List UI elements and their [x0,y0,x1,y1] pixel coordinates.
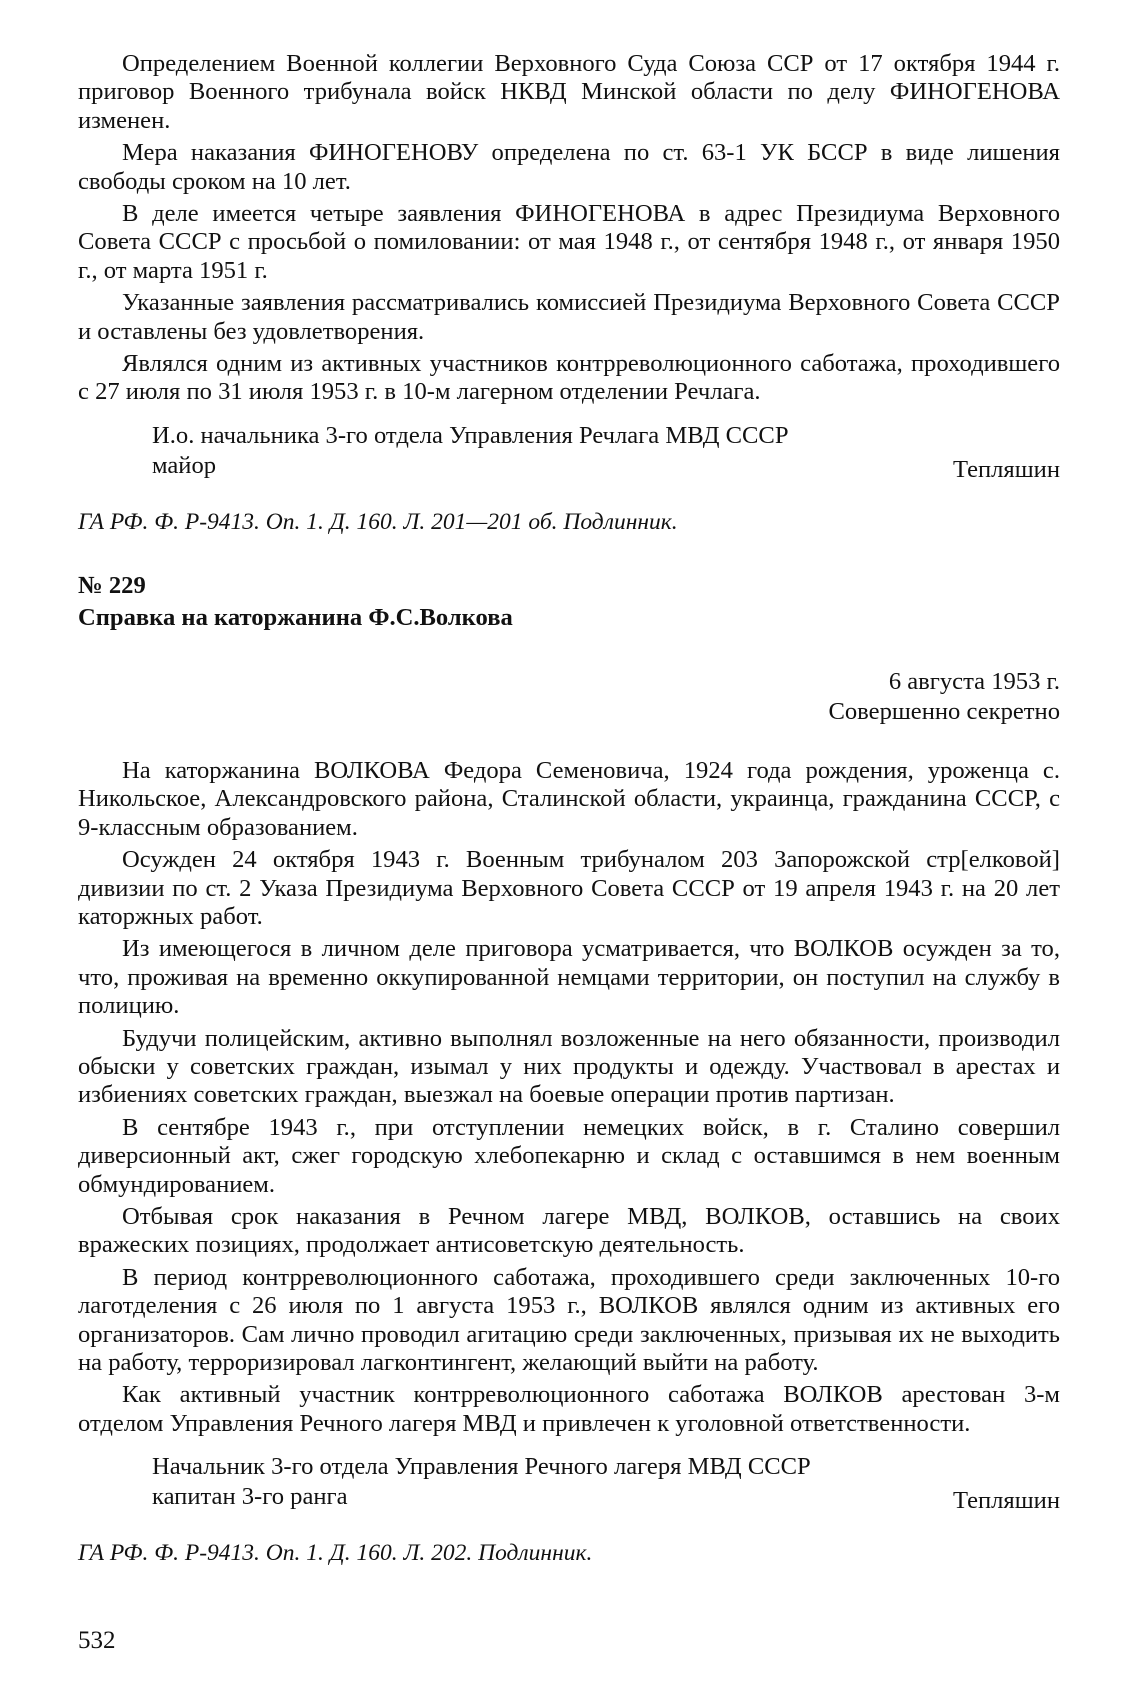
paragraph: В деле имеется четыре заявления ФИНОГЕНОВА в адрес Президиума Верховного Совета СССР с просьбой о помиловании: от мая 1948 г., от сентября 1948 г., от января 1950 г., от марта 1951 г. [78,200,1060,284]
paragraph: Определением Военной коллегии Верховного Суда Союза ССР от 17 октября 1944 г. приговор Военного трибунала войск НКВД Минской области по делу ФИНОГЕНОВА изменен. [78,50,1060,134]
paragraph: Являлся одним из активных участников контрреволюционного саботажа, проходившего с 27 июля по 31 июля 1953 г. в 10-м лагерном отделении Речлага. [78,350,1060,406]
document-meta [78,667,1060,727]
archive-source: ГА РФ. Ф. Р-9413. Оп. 1. Д. 160. Л. 201—201 об. Подлинник. [78,508,678,535]
paragraph: Мера наказания ФИНОГЕНОВУ определена по ст. 63-1 УК БССР в виде лишения свободы сроком на 10 лет. [78,139,1060,195]
classification: Совершенно секретно [828,697,1060,725]
document-228-continuation [78,50,1060,537]
paragraph: В сентябре 1943 г., при отступлении немецких войск, в г. Сталино совершил диверсионный акт, сжег городскую хлебопекарню и склад с оставшимся в нем военным обмундированием. [78,1113,1060,1198]
paragraph: Отбывая срок наказания в Речном лагере МВД, ВОЛКОВ, оставшись на своих вражеских позициях, продолжает антисоветскую деятельность. [78,1202,1060,1259]
archive-source: ГА РФ. Ф. Р-9413. Оп. 1. Д. 160. Л. 202. Подлинник. [78,1540,593,1567]
signature-block [78,1452,1060,1516]
paragraph: Будучи полицейским, активно выполнял возложенные на него обязанности, производил обыски у советских граждан, изымал у них продукты и одежду. Участвовал в арестах и избиениях советских граждан, выезжал на боевые операции против партизан. [78,1024,1060,1109]
document-date: 6 августа 1953 г. [888,667,1060,695]
paragraph: Указанные заявления рассматривались комиссией Президиума Верховного Совета СССР и оставлены без удовлетворения. [78,289,1060,345]
signature-position: Начальник 3-го отдела Управления Речного лагеря МВД СССР [152,1453,811,1481]
signature-block [78,421,1060,485]
document-number: № 229 [78,571,146,599]
signature-rank: майор [152,451,217,479]
spacer [78,727,1060,757]
paragraph: Осужден 24 октября 1943 г. Военным трибуналом 203 Запорожской стр[елковой] дивизии по ст. 2 Указа Президиума Верховного Совета СССР от 19 апреля 1943 г. на 20 лет каторжных работ. [78,846,1060,930]
paragraph: На каторжанина ВОЛКОВА Федора Семеновича, 1924 года рождения, уроженца с. Никольское, Александровского района, Сталинской области, украинца, гражданина СССР, с 9-классным образованием. [78,756,1060,841]
paragraph: В период контрреволюционного саботажа, проходившего среди заключенных 10-го лаготделения с 26 июля по 1 августа 1953 г., ВОЛКОВ являлся одним из активных его организаторов. Сам лично проводил агитацию среди заключенных, призывая их не выходить на работу, терроризировал лагконтингент, желающий выйти на работу. [78,1263,1060,1376]
document-title: Справка на каторжанина Ф.С.Волкова [78,603,513,631]
document-229 [78,571,1060,1568]
paragraph: Как активный участник контрреволюционного саботажа ВОЛКОВ арестован 3-м отделом Управления Речного лагеря МВД и привлечен к уголовной ответственности. [78,1381,1060,1437]
signature-rank: капитан 3-го ранга [152,1483,348,1511]
page-content [78,50,1060,1568]
signature-position: И.о. начальника 3-го отдела Управления Речлага МВД СССР [152,421,789,449]
page-number: 532 [78,1627,116,1654]
paragraph: Из имеющегося в личном деле приговора усматривается, что ВОЛКОВ осужден за то, что, проживая на временно оккупированной немцами территории, он поступил на службу в полицию. [78,935,1060,1020]
signature-name: Тепляшин [952,1487,1060,1515]
signature-name: Тепляшин [952,455,1060,483]
